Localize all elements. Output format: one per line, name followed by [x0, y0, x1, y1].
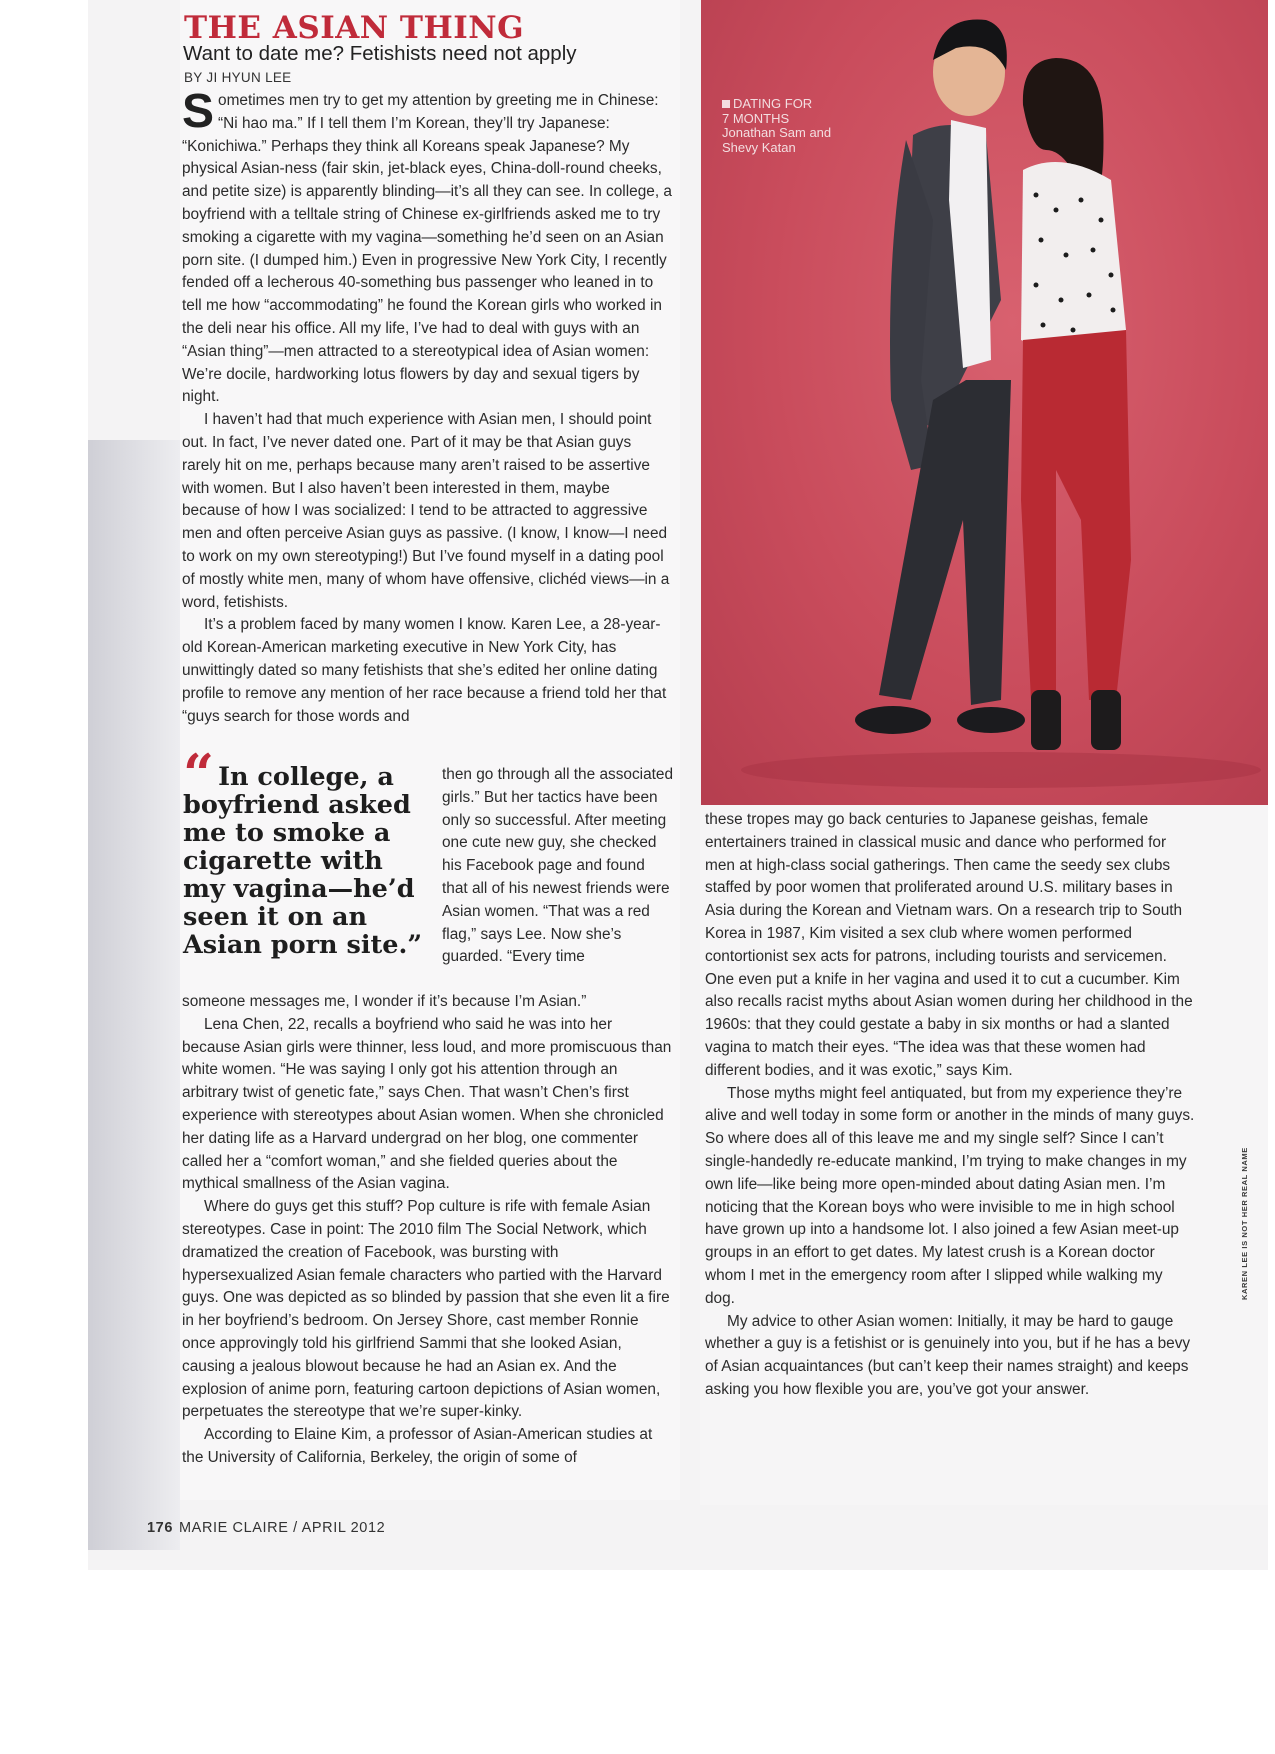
paragraph-6-end: these tropes may go back centuries to Japanese geishas, female entertainers trained in classical music and dance who performed for men at high-class social gatherings. Then came the seedy sex clubs staffed by poor women that proliferated around U.S. military bases in Asia during the Korean and Vietnam wars. On a research trip to South Korea in 1987, Kim visited a sex club where women performed contortionist sex acts for patrons, including tourists and servicemen. One even put a knife in her vagina and used it to cut a cucumber. Kim also recalls racist myths about Asian women during her childhood in the 1960s: that they could gestate a baby in six months or had a slanted vagina to match their eyes. “The idea was that these women had different bodies, and it was exotic,” says Kim.	[705, 811, 1193, 1079]
article-body-beside-quote	[442, 764, 674, 969]
woman-trousers	[1021, 330, 1131, 700]
paragraph-1	[182, 85, 672, 409]
man-right-shoe	[957, 707, 1025, 733]
pull-quote	[183, 742, 428, 960]
paragraph-7: Those myths might feel antiquated, but from my experience they’re alive and well today in some form or another in the minds of many guys. So where does all of this leave me and my single self? Since I can’t single-handedly re-educate mankind, I’m trying to make changes in my own life—like being more open-minded about dating Asian men. I’m noticing that the Korean boys who were invisible to me in high school have grown up into a handsome lot. I also joined a few Asian meet-up groups in an effort to get dates. My latest crush is a Korean doctor whom I met in the emergency room after I slipped while walking my dog.	[705, 1084, 1195, 1307]
paragraph-3-start: It’s a problem faced by many women I know. Karen Lee, a 28-year-old Korean-American marketing executive in New York City, has unwittingly dated so many fetishists that she’s edited her online dating profile to remove any mention of her race because a friend told her that “guys search for those words and	[182, 616, 667, 725]
side-note: KAREN LEE IS NOT HER REAL NAME	[1240, 1147, 1249, 1300]
article-body-intro	[182, 85, 672, 728]
woman-blouse	[1021, 162, 1126, 348]
paragraph-1-text: ometimes men try to get my attention by greeting me in Chinese: “Ni hao ma.” If I tell them I’m Korean, they’ll try Japanese: “Konichiwa.” Perhaps they think all Koreans speak Japanese? My physical Asian-ness (fair skin, jet-black eyes, China-doll-round cheeks, and petite size) is apparently blinding—it’s all they can see. In college, a boyfriend with a telltale string of Chinese ex-girlfriends asked me to try smoking a cigarette with my vagina—something he’d seen on an Asian porn site. (I dumped him.) Even in progressive New York City, I recently fended off a lecherous 40-something bus passenger who leaned in to tell me how “accommodating” he found the Korean girls who worked in the deli near his office. All my life, I’ve had to deal with guys with an “Asian thing”—men attracted to a stereotypical idea of Asian women: We’re docile, hardworking lotus flowers by day and sexual tigers by night.	[182, 92, 672, 406]
drop-cap: S	[182, 85, 215, 138]
paragraph-6-start: According to Elaine Kim, a professor of Asian-American studies at the University of California, Berkeley, the origin of some of	[182, 1426, 653, 1466]
man-left-shoe	[855, 706, 931, 734]
caption-line-4: Shevy Katan	[722, 139, 796, 155]
article-byline: BY JI HYUN LEE	[184, 70, 292, 85]
paragraph-8: My advice to other Asian women: Initially, it may be hard to gauge whether a guy is a fetishist or is genuinely into you, but if he has a bevy of Asian acquaintances (but can’t keep their names straight) and keeps asking you how flexible you are, you’ve got your answer.	[705, 1312, 1191, 1398]
paragraph-3-middle: then go through all the associated girls.” But her tactics have been only so successful. After meeting one cute new guy, she checked his Facebook page and found that all of his newest friends were Asian women. “That was a red flag,” says Lee. Now she’s guarded. “Every time	[442, 766, 674, 966]
article-body-right	[705, 809, 1195, 1402]
article-kicker: THE ASIAN THING	[184, 10, 525, 46]
article-body-left-lower	[182, 991, 672, 1470]
page-footer	[147, 1520, 385, 1536]
floor-shadow	[741, 752, 1261, 788]
quote-mark-icon: “	[183, 742, 215, 806]
page-number: 176	[147, 1520, 173, 1536]
page-edge-shadow	[88, 440, 180, 1550]
woman-left-boot	[1031, 690, 1061, 750]
paragraph-4: Lena Chen, 22, recalls a boyfriend who said he was into her because Asian girls were thinner, less loud, and more promiscuous than white women. “He was saying I only got his attention through an arbitrary twist of genetic fate,” says Chen. That wasn’t Chen’s first experience with stereotypes about Asian women. When she chronicled her dating life as a Harvard undergrad on her blog, one commenter called her a “comfort woman,” and she fielded queries about the mythical smallness of the Asian vagina.	[182, 1015, 672, 1193]
paragraph-5: Where do guys get this stuff? Pop culture is rife with female Asian stereotypes. Case in point: The 2010 film The Social Network, which dramatized the creation of Facebook, was bursting with hypersexualized Asian female characters who partied with the Harvard guys. One was depicted as so blinded by passion that she even lit a fire in her boyfriend’s bedroom. On Jersey Shore, cast member Ronnie once approvingly told his girlfriend Sammi that she looked Asian, causing a jealous blowout because he had an Asian ex. And the explosion of anime porn, featuring cartoon depictions of Asian women, perpetuates the stereotype that we’re super-kinky.	[182, 1198, 670, 1421]
publication-line: MARIE CLAIRE / APRIL 2012	[179, 1520, 386, 1536]
woman-right-boot	[1091, 690, 1121, 750]
caption-line-2: 7 MONTHS	[722, 110, 790, 126]
caption-line-3: Jonathan Sam and	[722, 125, 832, 140]
caption-square-icon	[722, 100, 730, 108]
paragraph-2: I haven’t had that much experience with Asian men, I should point out. In fact, I’ve never dated one. Part of it may be that Asian guys rarely hit on me, perhaps because many aren’t raised to be assertive with women. But I also haven’t been interested in them, maybe because of how I was socialized: I tend to be attracted to aggressive men and often perceive Asian guys as passive. (I know, I know—I need to work on my own stereotyping!) But I’ve found myself in a dating pool of mostly white men, many of whom have offensive, clichéd views—in a word, fetishists.	[182, 411, 670, 611]
photo-caption	[722, 97, 892, 155]
caption-line-1: DATING FOR	[733, 96, 813, 111]
pull-quote-text: In college, a boyfriend asked me to smoke a cigarette with my vagina—he’d seen it on an Asian porn site.”	[183, 762, 423, 960]
article-deck: Want to date me? Fetishists need not apply	[183, 42, 577, 65]
paragraph-3-end: someone messages me, I wonder if it’s because I’m Asian.”	[182, 993, 587, 1010]
man-trousers	[879, 380, 1011, 705]
